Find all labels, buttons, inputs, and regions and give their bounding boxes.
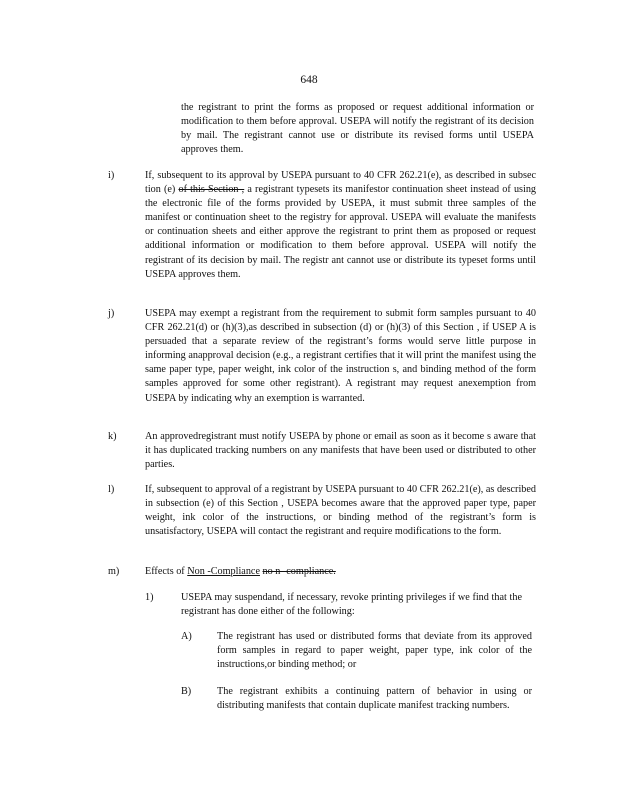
item-m-inserted-text: Non -Compliance (187, 566, 260, 577)
item-j-paragraph: USEPA may exempt a registrant from the requirement to submit form samples pursuant to 40 CFR 262.21(d) or (h)(3),as described in subsection (d) or (h)(3) of this Section , if USEP A is persuaded that a separate review of the registrant’s forms would serve little purpose in informing anapproval decision (e.g., a registrant certifies that it will print the manifest using the same paper type, paper weight, ink color of the instruction s, and binding method of the form samples approved for some other registrant). A registrant may request anexemption from USEPA by indicating why an exemption is warranted. (145, 308, 536, 404)
subitem-label-1: 1) (145, 592, 154, 603)
item-i-deleted-text: of this Section , (178, 184, 245, 196)
subitem-B-paragraph: The registrant exhibits a continuing pattern of behavior in using or distributing manifests that contain duplicate manifest tracking numbers. (217, 686, 532, 712)
item-label-j: j) (108, 308, 115, 319)
item-m-heading (145, 565, 536, 579)
subitem-label-B: B) (181, 686, 192, 697)
item-label-m: m) (108, 566, 120, 577)
subitem-A-paragraph: The registrant has used or distributed forms that deviate from its approved form samples in regard to paper weight, paper type, ink color of the instructions,or binding method; or (217, 631, 532, 671)
item-i-text-start: If, subsequent to its approval by USEPA pursuant to 40 CFR 262.21(e), as described in subsec tion (e) (145, 170, 536, 196)
item-i-paragraph (145, 169, 536, 282)
item-l-paragraph: If, subsequent to approval of a registrant by USEPA pursuant to 40 CFR 262.21(e), as described in subsection (e) of this Section , USEPA becomes aware that the approved paper type, paper weight, ink color of the instructions, or binding method of the registrant’s form is unsatisfactory, USEPA will contact the registrant and require modifications to the form. (145, 484, 536, 538)
item-m-deleted-text: no n -compliance. (262, 566, 336, 577)
subitem-1-paragraph: USEPA may suspendand, if necessary, revoke printing privileges if we find that the registrant has done either of the following: (181, 592, 522, 618)
continuation-paragraph: the registrant to print the forms as proposed or request additional information or modification to them before approval. USEPA will notify the registrant of its decision by mail. The registrant cannot use or distribute its revised forms until USEPA approves them. (181, 102, 534, 156)
page-number: 648 (300, 74, 318, 86)
item-label-l: l) (108, 484, 115, 495)
item-k-paragraph: An approvedregistrant must notify USEPA by phone or email as soon as it become s aware that it has duplicated tracking numbers on any manifests that have been used or distributed to other parties. (145, 431, 536, 471)
item-label-k: k) (108, 431, 117, 442)
subitem-label-A: A) (181, 631, 192, 642)
item-m-text: Effects of (145, 566, 185, 577)
item-label-i: i) (108, 170, 115, 181)
item-i-text-rest: a registrant typesets its manifestor continuation sheet instead of using the electronic file of the forms provided by USEPA, it must submit three samples of the manifest or continuation sheet to the registry for approval. USEPA will evaluate the manifests or continuation sheets and either approve the registrant to print them as proposed or request additional information or modification to them before approval. USEPA will notify the registrant of its decision by mail. The registr ant cannot use or distribute its typeset forms until USEPA approves them. (145, 184, 537, 280)
